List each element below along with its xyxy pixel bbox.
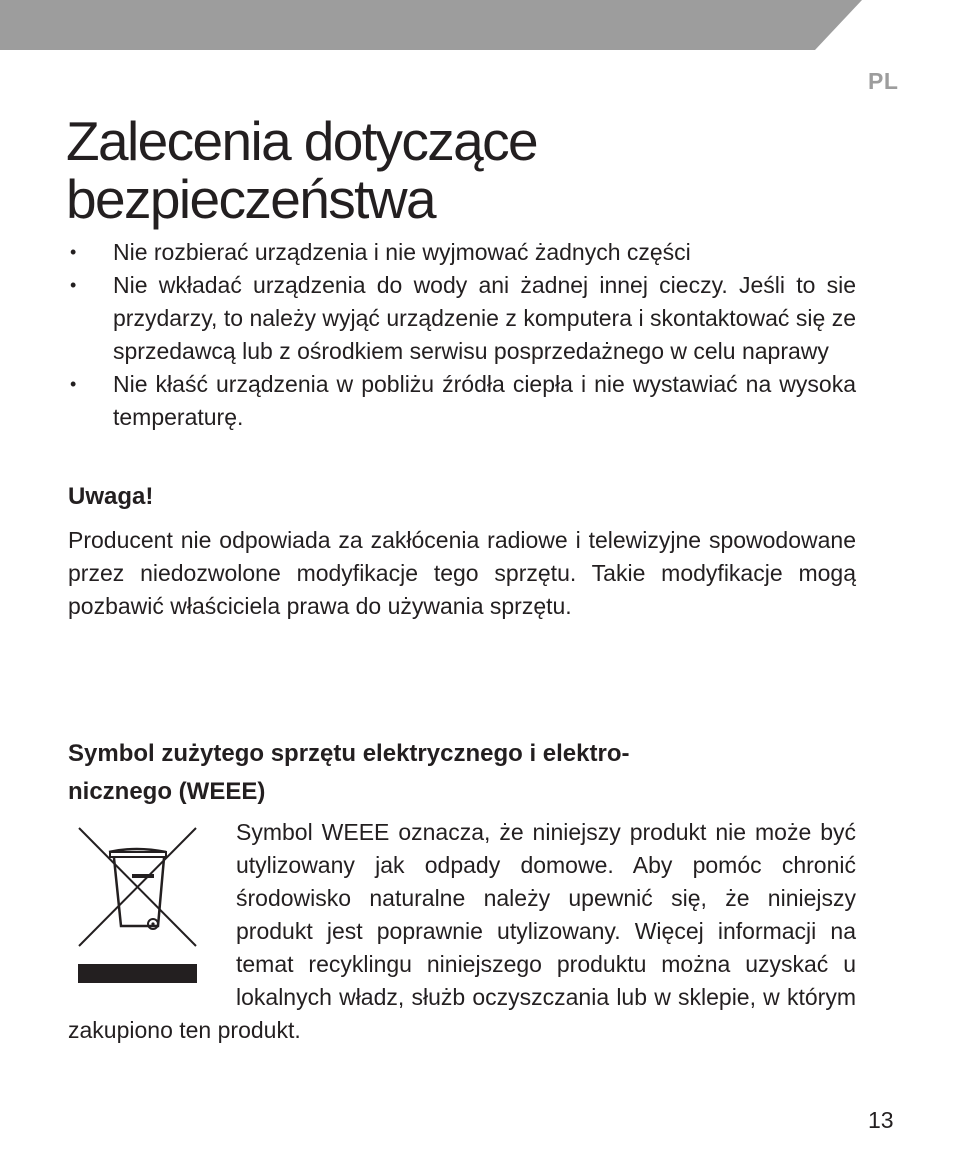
- weee-heading-line-1: Symbol zużytego sprzętu elektrycznego i elektro-: [68, 740, 630, 767]
- warning-heading: Uwaga!: [68, 483, 154, 510]
- list-item-text: Nie wkładać urządzenia do wody ani żadnej innej cieczy. Jeśli to sie przydarzy, to należy wyjąć urządzenie z komputera i skontaktować się ze sprzedawcą lub z ośrodkiem serwisu posprzedażnego w celu naprawy: [113, 272, 856, 364]
- list-item-text: Nie kłaść urządzenia w pobliżu źródła ciepła i nie wystawiać na wysoka temperaturę.: [113, 371, 856, 430]
- list-item-text: Nie rozbierać urządzenia i nie wyjmować żadnych części: [113, 239, 691, 265]
- weee-heading-line-2: nicznego (WEEE): [68, 778, 266, 805]
- page-title: [66, 112, 866, 228]
- bullet-icon: •: [70, 242, 77, 262]
- weee-heading: [68, 735, 788, 811]
- weee-text-content: Symbol WEEE oznacza, że niniejszy produkt nie może być utylizowany jak odpady domowe. Aby pomóc chronić środowisko naturalne należy upewnić się, że niniejszy produkt jest poprawnie utylizowany. Więcej informacji na temat recyklingu niniejszego produktu można uzyskać u lokalnych władz, służb oczyszczania lub w sklepie, w którym zakupiono ten produkt.: [68, 819, 856, 1043]
- page-title-line-2: bezpieczeństwa: [66, 168, 435, 230]
- page-number: 13: [868, 1107, 894, 1133]
- list-item: [68, 236, 856, 269]
- list-item: [68, 368, 856, 434]
- warning-text: Producent nie odpowiada za zakłócenia radiowe i telewizyjne spowodowane przez niedozwolone modyfikacje tego sprzętu. Takie modyfikacje mogą pozbawić właściciela prawa do używania sprzętu.: [68, 527, 856, 619]
- bullet-icon: •: [70, 374, 77, 394]
- weee-text: [68, 816, 856, 1047]
- bullet-icon: •: [70, 275, 77, 295]
- language-code: PL: [868, 68, 899, 94]
- page-title-line-1: Zalecenia dotyczące: [66, 110, 537, 172]
- safety-list: [68, 236, 856, 434]
- header-bar: [0, 0, 954, 50]
- list-item: [68, 269, 856, 368]
